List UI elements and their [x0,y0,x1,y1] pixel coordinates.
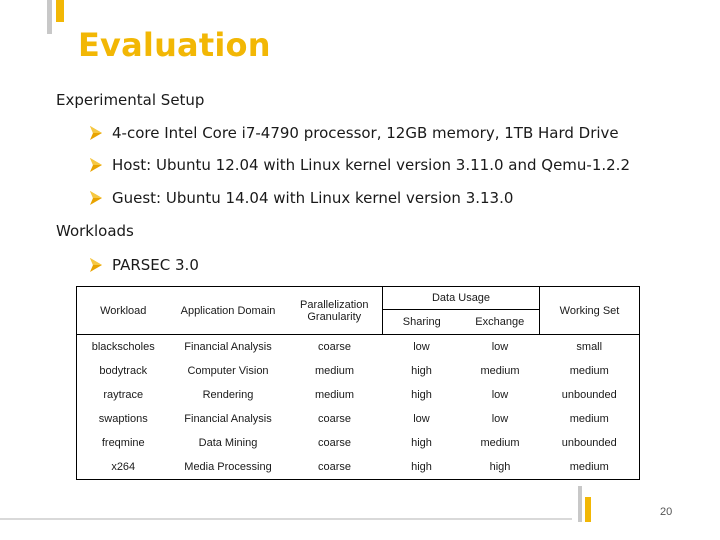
workload-cell: blackscholes [77,335,170,360]
table-row [77,431,640,455]
domain-cell: Rendering [202,389,254,401]
table-row [77,407,640,431]
granularity-cell: medium [314,365,355,377]
header-workload: Workload [77,287,170,335]
working-set-cell: medium [540,407,640,431]
domain-cell: Media Processing [170,455,287,480]
workloads-bullet-1 [90,256,199,274]
granularity-cell: coarse [317,341,352,353]
sharing-cell: high [411,365,432,377]
bottom-gold-bar [585,497,591,522]
exchange-cell: low [491,389,509,401]
workload-cell: bodytrack [77,359,170,383]
header-working-set: Working Set [540,287,640,335]
setup-bullet-3 [90,189,513,207]
bullet-text: 4-core Intel Core i7-4790 processor, 12GB memory, 1TB Hard Drive [112,124,619,142]
granularity-cell: medium [314,389,355,401]
exchange-cell: medium [480,365,520,377]
header-data-usage: Data Usage [383,287,540,310]
working-set-cell: small [540,335,640,360]
workload-cell: swaptions [77,407,170,431]
granularity-cell: coarse [317,437,352,449]
workload-cell: x264 [77,455,170,480]
domain-cell: Financial Analysis [184,413,272,425]
working-set-cell: unbounded [540,383,640,407]
exchange-cell: low [491,341,509,353]
table-body [77,335,640,480]
sharing-cell: high [383,455,461,480]
setup-bullet-1 [90,124,619,142]
granularity-cell: coarse [287,455,383,480]
setup-bullet-2 [90,156,630,174]
exchange-cell: high [461,455,540,480]
bullet-text: PARSEC 3.0 [112,256,199,274]
bullet-text: Guest: Ubuntu 14.04 with Linux kernel version 3.13.0 [112,189,514,207]
sharing-cell: high [411,437,432,449]
domain-cell: Computer Vision [187,365,269,377]
bullet-text: Host: Ubuntu 12.04 with Linux kernel version 3.11.0 and Qemu-1.2.2 [112,156,630,174]
footer-divider [0,518,572,520]
sharing-cell: low [413,413,430,425]
arrow-bullet-icon [90,258,102,272]
arrow-bullet-icon [90,158,102,172]
table-row [77,383,640,407]
header-sharing: Sharing [383,310,461,335]
granularity-cell: coarse [317,413,352,425]
top-left-gold-bar [56,0,64,22]
workload-cell: freqmine [77,431,170,455]
header-parallelization-granularity: Parallelization Granularity [287,287,383,335]
working-set-cell: medium [540,455,640,480]
arrow-bullet-icon [90,191,102,205]
slide-title: Evaluation [78,26,271,64]
section-heading-workloads: Workloads [56,222,134,240]
working-set-cell: medium [540,359,640,383]
table-row [77,359,640,383]
working-set-cell: unbounded [540,431,640,455]
exchange-cell: low [491,413,509,425]
sharing-cell: high [411,389,432,401]
top-left-gray-bar [47,0,52,34]
page-number: 20 [660,506,673,518]
sharing-cell: low [413,341,430,353]
domain-cell: Financial Analysis [184,341,272,353]
bottom-gray-bar [578,486,582,522]
header-application-domain: Application Domain [170,287,287,335]
table-row [77,455,640,480]
header-exchange: Exchange [461,310,540,335]
workload-table [76,286,640,480]
workload-cell: raytrace [77,383,170,407]
exchange-cell: medium [480,437,520,449]
table-row [77,335,640,360]
section-heading-setup: Experimental Setup [56,91,205,109]
domain-cell: Data Mining [198,437,258,449]
arrow-bullet-icon [90,126,102,140]
